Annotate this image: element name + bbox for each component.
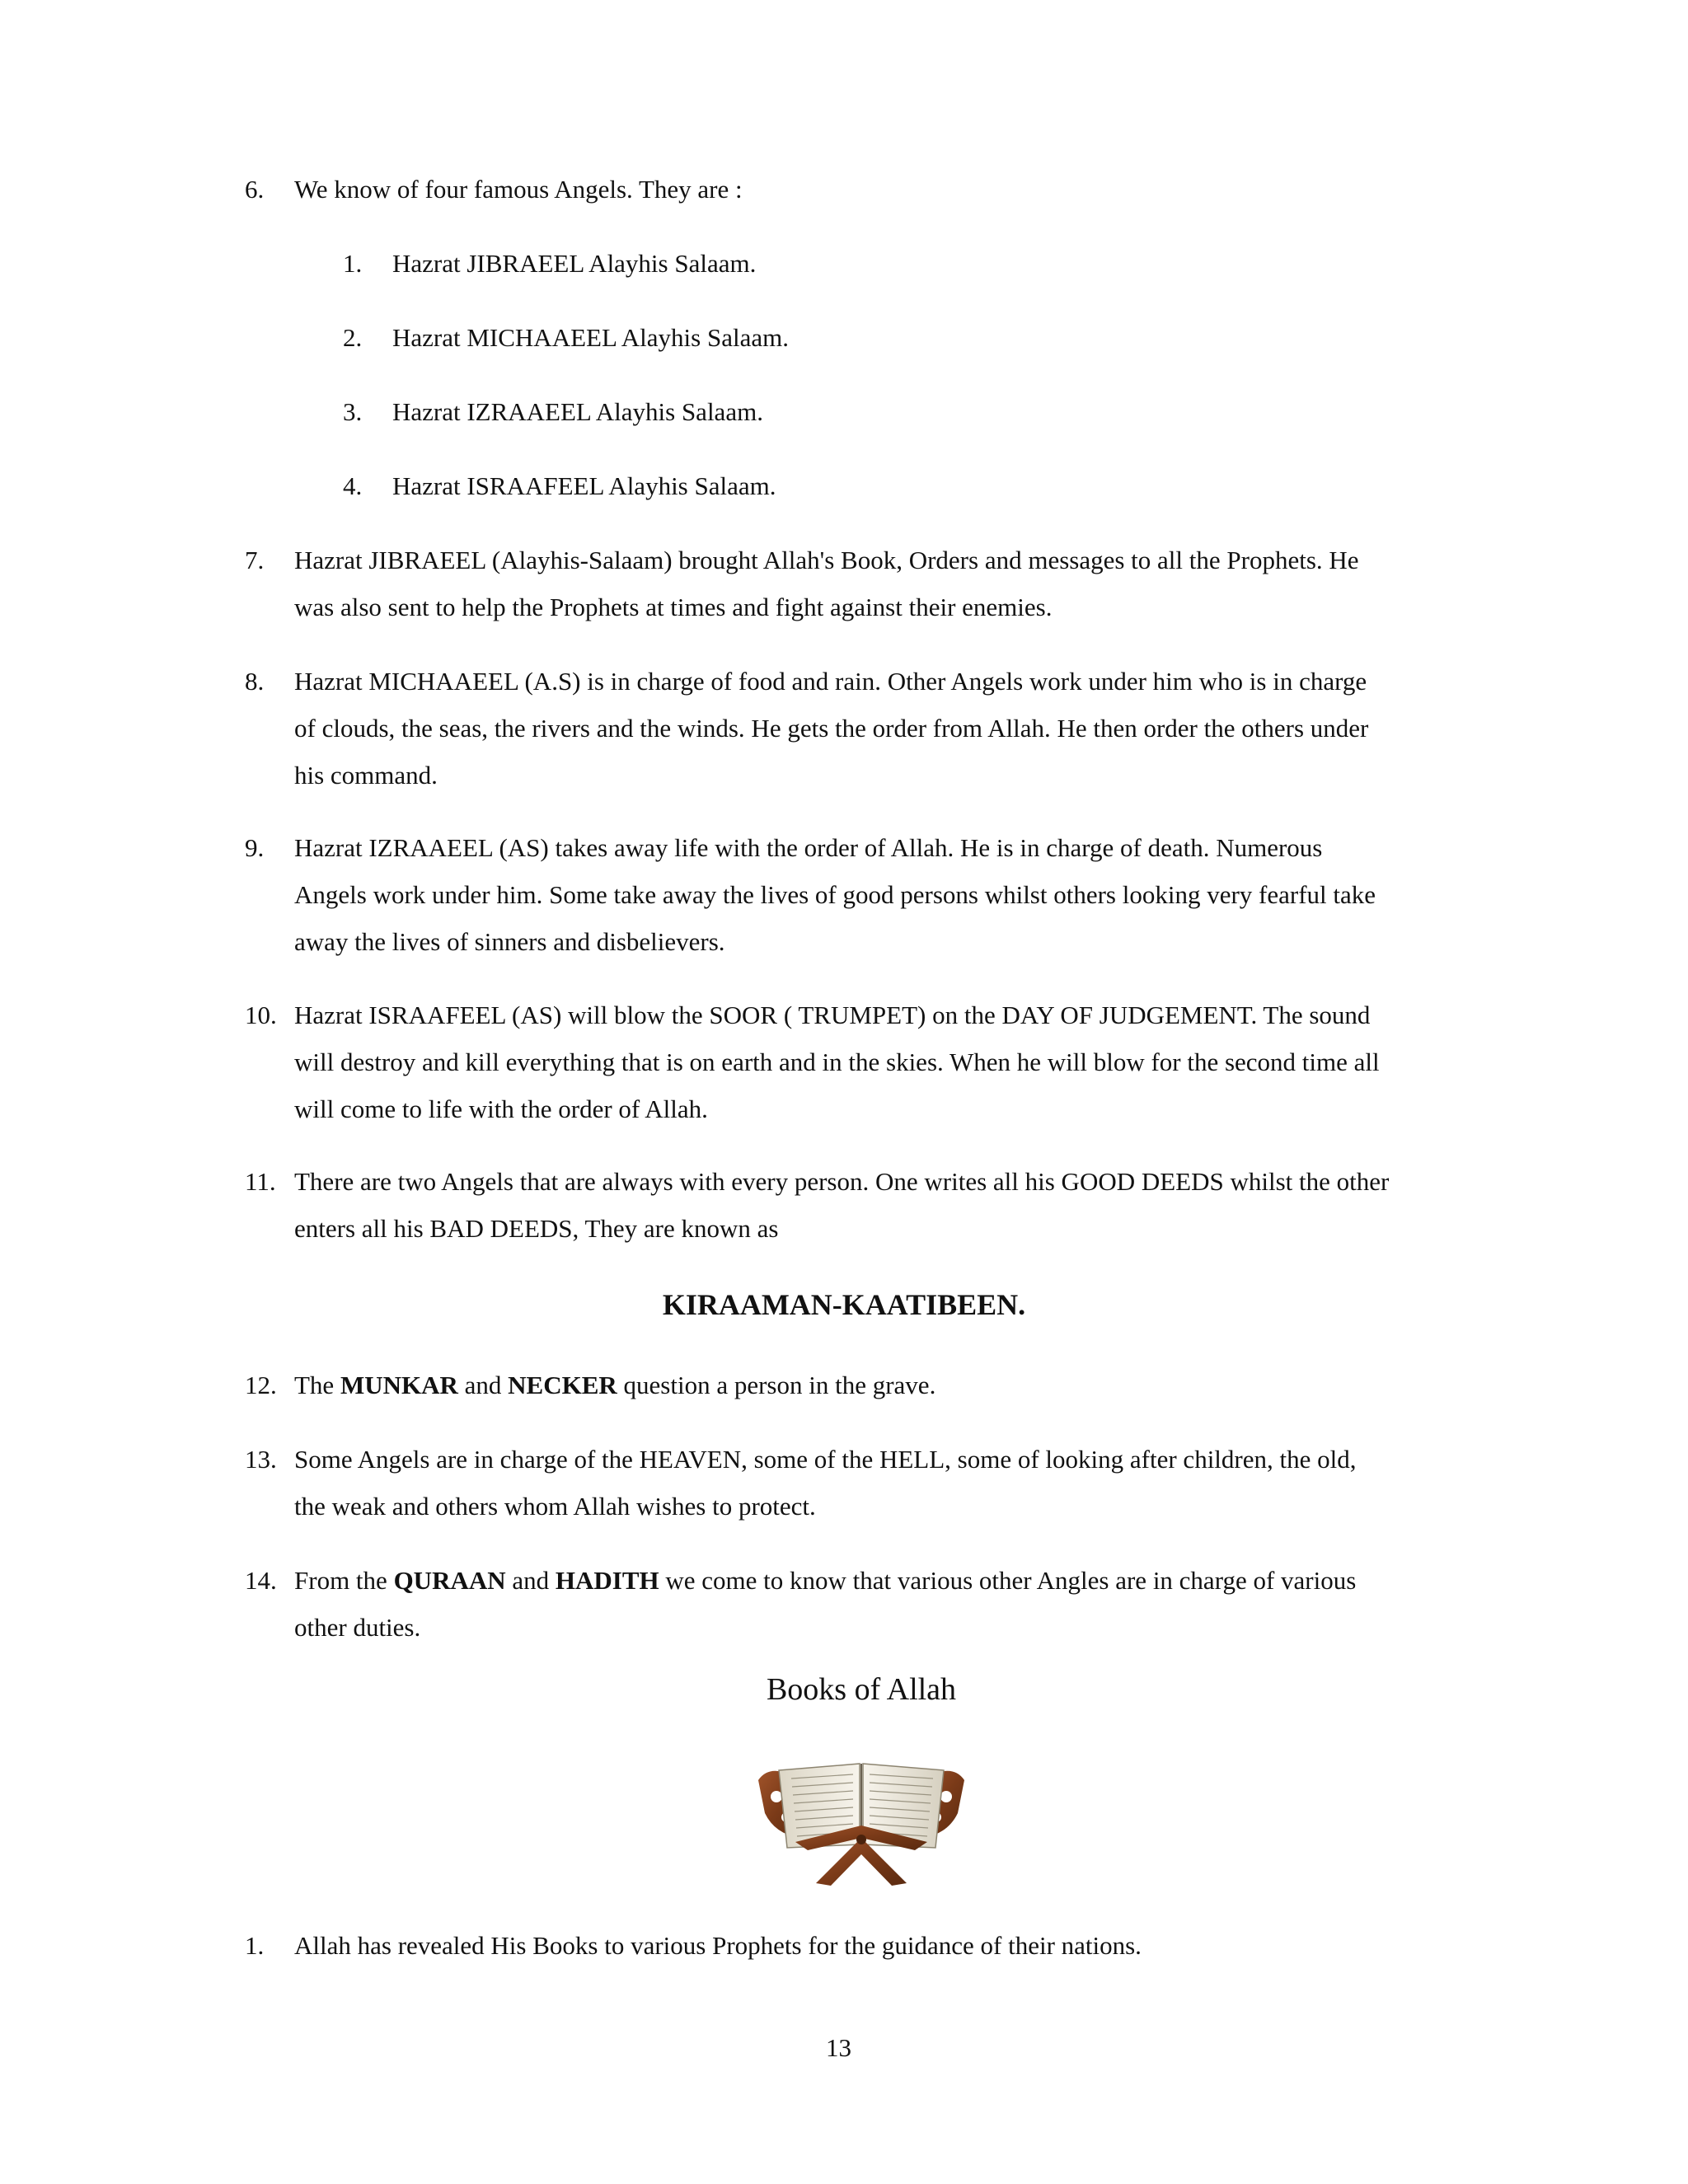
book-on-stand-icon — [750, 1747, 973, 1887]
munkar-bold: MUNKAR — [340, 1371, 458, 1399]
item-text: We know of four famous Angels. They are : — [294, 175, 743, 204]
necker-bold: NECKER — [508, 1371, 617, 1399]
hadith-bold: HADITH — [555, 1566, 659, 1595]
books-section-title: Books of Allah — [766, 1672, 957, 1707]
quraan-bold: QURAAN — [393, 1566, 506, 1595]
document-page: 6. We know of four famous Angels. They are : 1. Hazrat JIBRAEEL Alayhis Salaam. 2. Hazrat MICHAAEEL Alayhis Salaam. 3. Hazrat IZRAAEEL Alayhis Salaam. 4. Hazrat ISRAAFEEL Alayhis Salaam. 7. Hazrat JIBRAEEL (Alayhis-Salaam) brought Allah's Book, Orders and messages to all the Prophets. He was also sent to help the Prophets at times and fight against their enemies. 8. Hazrat MICHAAEEL (A.S) is in charge of food and rain. Other Angels work under him who is in charge of clouds, the seas, the rivers and the winds. He gets the order from Allah. He then order the others under his command. 9. Hazrat IZRAAEEL (AS) takes away life with the order of Allah. He is in charge of death. Numerous Angels work under him. Some take away the lives of good persons whilst others looking very fearful take away the lives of sinners and disbelievers. 10. Hazrat ISRAAFEEL (AS) will blow the SOOR ( TRUMPET) on the DAY OF JUDGEMENT. The sound will destroy and kill everything that is on earth and in the skies. When he will blow for the second time all will come to life with the order of Allah. 11. There are two Angels that are always with every person. One writes all his GOOD DEEDS whilst the other enters all his BAD DEEDS, They are known as KIRAAMAN-KAATIBEEN. 12. The MUNKAR and NECKER question a person in the grave. 13. Some Angels are in charge of the HEAVEN, some of the HELL, some of looking after children, the old, the weak and others whom Allah wishes to protect. 14. From the QURAAN and HADITH we come to know that various other Angles are in charge of various other duties. Books of Allah 1. Allah has revealed His Books to various Prophets for the guidance of their nations. 13 — [0, 0, 1688, 2184]
page-number: 13 — [826, 2033, 851, 2062]
kiraaman-heading: KIRAAMAN-KAATIBEEN. — [662, 1288, 1026, 1321]
item-number: 6. — [245, 175, 265, 204]
